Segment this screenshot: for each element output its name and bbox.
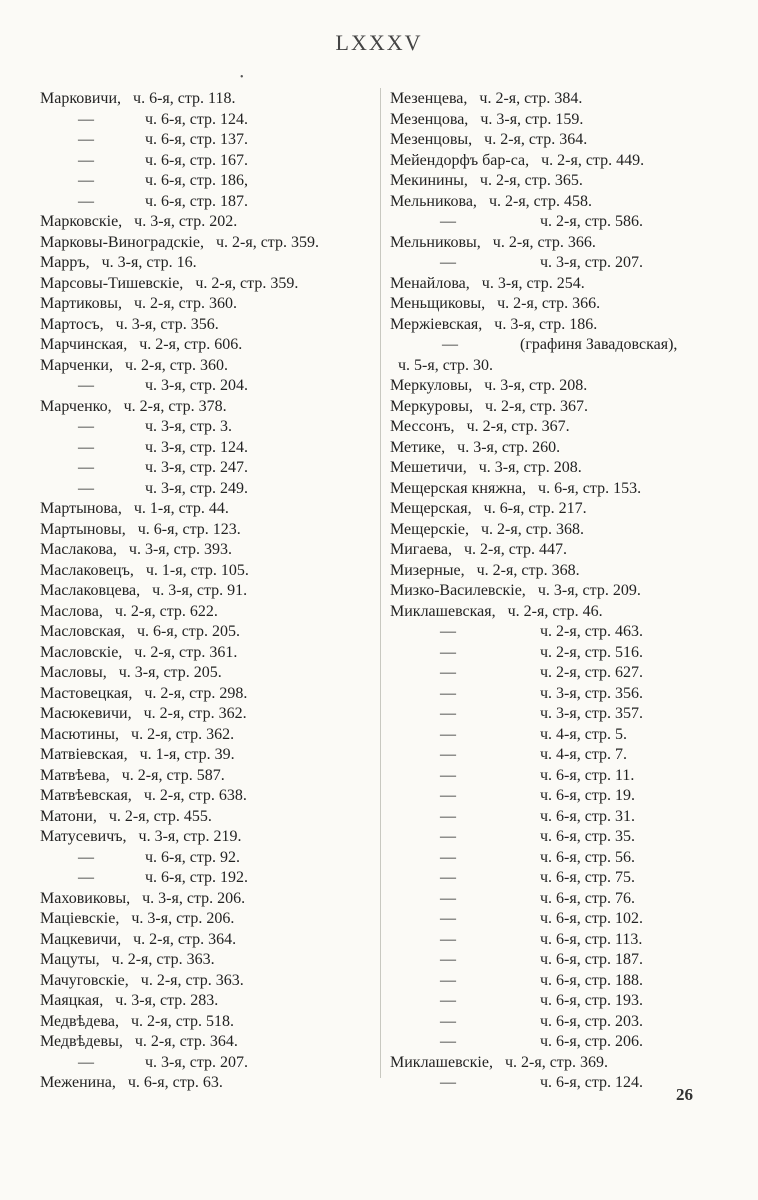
index-entry bbox=[390, 335, 740, 356]
entry-name: Мержіевская, bbox=[390, 315, 483, 333]
entry-reference: ч. 3-я, стр. 208. bbox=[484, 377, 588, 394]
entry-reference: ч. 2-я, стр. 364. bbox=[134, 1033, 238, 1050]
entry-reference: ч. 2-я, стр. 369. bbox=[504, 1053, 608, 1071]
entry-reference: ч. 2-я, стр. 361. bbox=[134, 643, 238, 661]
entry-name: Мигаева, bbox=[390, 541, 452, 558]
entry-name: Меньщиковы, bbox=[390, 295, 486, 312]
entry-name: Медвѣдевы, bbox=[40, 1033, 123, 1050]
entry-reference: ч. 2-я, стр. 384. bbox=[479, 90, 583, 107]
repeat-dash: — bbox=[78, 848, 94, 866]
entry-reference: ч. 2-я, стр. 298. bbox=[144, 684, 248, 702]
entry-name: Марченки, bbox=[40, 356, 113, 374]
entry-reference: ч. 2-я, стр. 363. bbox=[111, 951, 215, 968]
index-entry bbox=[40, 684, 380, 705]
index-entry bbox=[40, 807, 380, 828]
index-entry bbox=[40, 786, 380, 807]
repeat-dash: — bbox=[78, 479, 94, 497]
index-entry bbox=[390, 1032, 740, 1053]
repeat-dash: — bbox=[440, 951, 456, 968]
index-entry bbox=[390, 827, 740, 848]
entry-name: Мизерные, bbox=[390, 561, 465, 579]
index-entry bbox=[40, 581, 380, 602]
entry-name: Маслаковцева, bbox=[40, 582, 141, 599]
index-entry bbox=[40, 950, 380, 971]
entry-reference: ч. 3-я, стр. 356. bbox=[540, 684, 644, 702]
entry-reference: ч. 6-я, стр. 206. bbox=[540, 1033, 644, 1050]
index-entry bbox=[390, 745, 740, 766]
entry-name: Мельникова, bbox=[390, 192, 477, 210]
entry-reference: ч. 2-я, стр. 367. bbox=[466, 418, 570, 435]
repeat-dash: — bbox=[440, 725, 456, 743]
entry-reference: ч. 1-я, стр. 39. bbox=[139, 746, 235, 763]
entry-reference: ч. 6-я, стр. 11. bbox=[540, 766, 635, 784]
index-entry bbox=[40, 335, 380, 356]
repeat-dash: — bbox=[440, 1033, 456, 1050]
page-number: 26 bbox=[676, 1085, 693, 1104]
entry-name: Мачуговскіе, bbox=[40, 971, 129, 989]
entry-reference: ч. 1-я, стр. 44. bbox=[133, 500, 229, 517]
left-column bbox=[40, 89, 380, 1094]
entry-reference: ч. 3-я, стр. 393. bbox=[128, 541, 232, 558]
entry-reference: ч. 2-я, стр. 458. bbox=[488, 192, 592, 210]
entry-reference: ч. 2-я, стр. 366. bbox=[492, 233, 596, 251]
entry-reference: ч. 6-я, стр. 118. bbox=[133, 90, 236, 107]
index-entry bbox=[390, 130, 740, 151]
index-entry bbox=[390, 1012, 740, 1033]
repeat-dash: — bbox=[440, 807, 456, 825]
repeat-dash: — bbox=[440, 1074, 456, 1091]
entry-reference: ч. 6-я, стр. 123. bbox=[137, 520, 241, 538]
index-entry bbox=[40, 868, 380, 889]
index-entry bbox=[390, 889, 740, 910]
right-column bbox=[390, 89, 740, 1094]
entry-reference: ч. 3-я, стр. 254. bbox=[481, 274, 585, 292]
index-entry bbox=[390, 274, 740, 295]
repeat-dash: — bbox=[78, 131, 94, 148]
repeat-dash: — bbox=[440, 971, 456, 989]
entry-name: Медвѣдева, bbox=[40, 1012, 119, 1030]
repeat-dash: — bbox=[78, 459, 94, 476]
repeat-dash: — bbox=[440, 787, 456, 804]
entry-reference: ч. 2-я, стр. 365. bbox=[479, 172, 583, 189]
index-entry bbox=[40, 89, 380, 110]
index-entry bbox=[40, 294, 380, 315]
repeat-dash: — bbox=[440, 1012, 456, 1030]
entry-name: Маховиковы, bbox=[40, 889, 131, 907]
entry-name: Маслаковецъ, bbox=[40, 561, 134, 579]
repeat-dash: — bbox=[440, 889, 456, 907]
repeat-dash: — bbox=[440, 623, 456, 640]
entry-reference: ч. 2-я, стр. 518. bbox=[130, 1012, 235, 1030]
entry-reference: ч. 2-я, стр. 587. bbox=[121, 766, 225, 784]
entry-name: Мартиковы, bbox=[40, 295, 122, 312]
entry-name: Менайлова, bbox=[390, 274, 470, 292]
index-entry bbox=[390, 89, 740, 110]
index-entry bbox=[40, 602, 380, 623]
index-entry bbox=[390, 991, 740, 1012]
entry-name: Мессонъ, bbox=[390, 418, 455, 435]
entry-name: Масловскіе, bbox=[40, 643, 123, 661]
column-divider bbox=[380, 88, 381, 1078]
entry-reference: ч. 2-я, стр. 362. bbox=[131, 725, 235, 743]
entry-name: Марковскіе, bbox=[40, 213, 123, 230]
entry-reference: ч. 3-я, стр. 124. bbox=[145, 438, 249, 456]
index-entry bbox=[40, 643, 380, 664]
index-entry bbox=[390, 520, 740, 541]
entry-name: Маціевскіе, bbox=[40, 910, 120, 927]
index-entry bbox=[390, 192, 740, 213]
entry-name: Матвіевская, bbox=[40, 746, 128, 763]
index-entry bbox=[390, 971, 740, 992]
entry-name: Мельниковы, bbox=[390, 233, 481, 251]
entry-name: Меженина, bbox=[40, 1074, 116, 1091]
entry-name: Мартыновы, bbox=[40, 520, 126, 538]
entry-name: Масютины, bbox=[40, 725, 120, 743]
entry-name: Марсовы-Тишевскіе, bbox=[40, 274, 184, 292]
ornament-dot: • bbox=[240, 72, 244, 83]
entry-name: Миклашевскіе, bbox=[390, 1053, 493, 1071]
entry-reference: ч. 3-я, стр. 91. bbox=[152, 582, 248, 599]
entry-name: Мастовецкая, bbox=[40, 684, 133, 702]
entry-name: Маслова, bbox=[40, 602, 103, 620]
entry-reference: ч. 6-я, стр. 153. bbox=[538, 479, 642, 497]
entry-name: Миклашевская, bbox=[390, 602, 496, 620]
entry-reference: ч. 3-я, стр. 247. bbox=[145, 459, 249, 476]
index-entry bbox=[390, 807, 740, 828]
entry-reference: ч. 2-я, стр. 364. bbox=[133, 930, 237, 948]
index-entry bbox=[390, 151, 740, 172]
page-header: LXXXV bbox=[335, 30, 423, 55]
index-entry bbox=[40, 725, 380, 746]
entry-reference: ч. 3-я, стр. 186. bbox=[494, 315, 598, 333]
entry-reference: ч. 6-я, стр. 35. bbox=[540, 828, 636, 845]
index-entry bbox=[390, 786, 740, 807]
index-entry bbox=[40, 971, 380, 992]
index-entry bbox=[390, 233, 740, 254]
repeat-dash: — bbox=[440, 910, 456, 927]
repeat-dash: — bbox=[440, 643, 456, 661]
entry-name: Марковичи, bbox=[40, 90, 122, 107]
entry-reference: ч. 2-я, стр. 362. bbox=[143, 705, 247, 722]
repeat-dash: — bbox=[440, 992, 456, 1009]
entry-name: Мартосъ, bbox=[40, 315, 104, 333]
repeat-dash: — bbox=[78, 869, 94, 886]
index-entry bbox=[40, 766, 380, 787]
index-entry bbox=[390, 848, 740, 869]
entry-reference: ч. 6-я, стр. 31. bbox=[540, 807, 636, 825]
entry-reference: ч. 2-я, стр. 368. bbox=[476, 561, 580, 579]
entry-reference: ч. 2-я, стр. 627. bbox=[540, 664, 644, 681]
entry-name: Масловы, bbox=[40, 664, 107, 681]
repeat-dash: — bbox=[440, 254, 456, 271]
index-entry bbox=[390, 725, 740, 746]
repeat-dash: — bbox=[78, 377, 94, 394]
entry-reference: ч. 6-я, стр. 217. bbox=[483, 500, 587, 517]
entry-reference: ч. 3-я, стр. 206. bbox=[131, 910, 235, 927]
entry-reference: ч. 3-я, стр. 209. bbox=[537, 582, 641, 599]
repeat-dash: — bbox=[78, 418, 94, 435]
entry-reference: ч. 3-я, стр. 207. bbox=[145, 1053, 249, 1071]
repeat-dash: — bbox=[78, 438, 94, 456]
entry-reference: ч. 3-я, стр. 357. bbox=[540, 705, 644, 722]
index-entry bbox=[390, 909, 740, 930]
repeat-dash: — bbox=[440, 848, 456, 866]
entry-reference: ч. 2-я, стр. 447. bbox=[464, 541, 568, 558]
index-entry bbox=[390, 479, 740, 500]
index-entry bbox=[390, 766, 740, 787]
index-entry bbox=[40, 274, 380, 295]
entry-reference: ч. 6-я, стр. 137. bbox=[145, 131, 249, 148]
index-entry bbox=[40, 930, 380, 951]
entry-reference: ч. 3-я, стр. 204. bbox=[145, 377, 249, 394]
entry-name: Масюкевичи, bbox=[40, 705, 132, 722]
index-entry bbox=[390, 561, 740, 582]
entry-name: Метике, bbox=[390, 438, 446, 456]
index-entry bbox=[390, 602, 740, 623]
entry-reference: ч. 5-я, стр. 30. bbox=[398, 356, 494, 374]
index-entry bbox=[40, 192, 380, 213]
index-entry bbox=[390, 171, 740, 192]
entry-reference: ч. 3-я, стр. 356. bbox=[115, 315, 219, 333]
index-entry bbox=[40, 458, 380, 479]
entry-name: Мещерскіе, bbox=[390, 520, 469, 538]
entry-reference: ч. 4-я, стр. 5. bbox=[540, 725, 628, 743]
entry-reference: ч. 6-я, стр. 186, bbox=[145, 172, 249, 189]
entry-name: Мацуты, bbox=[40, 951, 100, 968]
entry-reference: ч. 2-я, стр. 367. bbox=[484, 397, 588, 415]
index-entry bbox=[40, 1053, 380, 1074]
index-entry bbox=[40, 397, 380, 418]
repeat-dash: — bbox=[78, 110, 94, 128]
repeat-dash: — bbox=[440, 930, 456, 948]
entry-name: Маяцкая, bbox=[40, 992, 104, 1009]
entry-reference: ч. 6-я, стр. 187. bbox=[145, 192, 249, 210]
entry-reference: ч. 3-я, стр. 208. bbox=[478, 459, 582, 476]
index-entry bbox=[40, 499, 380, 520]
entry-reference: ч. 2-я, стр. 360. bbox=[124, 356, 229, 374]
entry-reference: ч. 3-я, стр. 249. bbox=[145, 479, 249, 497]
entry-name: Марковы-Виноградскіе, bbox=[40, 233, 204, 251]
entry-reference: ч. 6-я, стр. 102. bbox=[540, 910, 644, 927]
repeat-dash: — bbox=[440, 684, 456, 702]
entry-reference: ч. 2-я, стр. 359. bbox=[215, 233, 319, 251]
entry-name: Мейендорфъ бар-са, bbox=[390, 151, 530, 169]
index-entry bbox=[40, 110, 380, 131]
index-entry bbox=[40, 520, 380, 541]
entry-name: Матвѣевская, bbox=[40, 787, 132, 804]
entry-reference: ч. 6-я, стр. 193. bbox=[540, 992, 644, 1009]
entry-name: Матвѣева, bbox=[40, 766, 110, 784]
entry-name: Мещерская, bbox=[390, 500, 472, 517]
entry-name: Меркуловы, bbox=[390, 377, 473, 394]
entry-reference: ч. 6-я, стр. 203. bbox=[540, 1012, 644, 1030]
index-entry bbox=[40, 376, 380, 397]
repeat-dash: — bbox=[78, 1053, 94, 1071]
entry-name: Меркуровы, bbox=[390, 397, 473, 415]
index-entry bbox=[390, 438, 740, 459]
entry-reference: ч. 3-я, стр. 3. bbox=[145, 418, 233, 435]
entry-reference: ч. 2-я, стр. 364. bbox=[484, 131, 588, 148]
index-entry bbox=[40, 827, 380, 848]
entry-reference: ч. 2-я, стр. 622. bbox=[114, 602, 218, 620]
entry-reference: ч. 3-я, стр. 283. bbox=[115, 992, 219, 1009]
entry-name: Марченко, bbox=[40, 397, 112, 415]
entry-reference: ч. 2-я, стр. 586. bbox=[540, 213, 644, 230]
entry-reference: ч. 2-я, стр. 366. bbox=[497, 295, 601, 312]
entry-reference: ч. 2-я, стр. 378. bbox=[123, 397, 227, 415]
index-entry bbox=[390, 212, 740, 233]
index-entry bbox=[390, 930, 740, 951]
repeat-dash: — bbox=[440, 828, 456, 845]
entry-reference: ч. 6-я, стр. 124. bbox=[540, 1074, 644, 1091]
repeat-dash: — bbox=[78, 192, 94, 210]
index-entry bbox=[40, 663, 380, 684]
entry-reference: ч. 6-я, стр. 124. bbox=[145, 110, 249, 128]
index-entry bbox=[40, 704, 380, 725]
entry-name: Матони, bbox=[40, 807, 97, 825]
entry-reference: ч. 6-я, стр. 63. bbox=[127, 1074, 223, 1091]
entry-name: Мацкевичи, bbox=[40, 930, 122, 948]
entry-name: Матусевичъ, bbox=[40, 828, 127, 845]
entry-name: Мекинины, bbox=[390, 172, 468, 189]
repeat-dash: — bbox=[440, 705, 456, 722]
index-entry bbox=[390, 315, 740, 336]
entry-reference: ч. 6-я, стр. 19. bbox=[540, 787, 636, 804]
index-entry bbox=[390, 499, 740, 520]
entry-reference: ч. 2-я, стр. 360. bbox=[133, 295, 237, 312]
index-entry bbox=[390, 253, 740, 274]
entry-reference: ч. 3-я, стр. 202. bbox=[134, 213, 238, 230]
entry-name: Масловская, bbox=[40, 623, 125, 640]
entry-reference: ч. 3-я, стр. 260. bbox=[457, 438, 561, 456]
index-entry bbox=[40, 315, 380, 336]
index-entry bbox=[40, 889, 380, 910]
index-entry bbox=[40, 1032, 380, 1053]
entry-reference: ч. 3-я, стр. 206. bbox=[142, 889, 246, 907]
index-entry bbox=[40, 1073, 380, 1094]
entry-name: Мартынова, bbox=[40, 500, 122, 517]
index-entry bbox=[390, 868, 740, 889]
index-entry bbox=[390, 643, 740, 664]
index-entry bbox=[390, 376, 740, 397]
index-entry bbox=[40, 540, 380, 561]
index-entry bbox=[40, 151, 380, 172]
entry-reference: ч. 6-я, стр. 75. bbox=[540, 869, 636, 886]
entry-reference: ч. 6-я, стр. 167. bbox=[145, 151, 249, 169]
entry-reference: ч. 3-я, стр. 207. bbox=[540, 254, 644, 271]
entry-reference: ч. 6-я, стр. 92. bbox=[145, 848, 241, 866]
index-entry bbox=[40, 479, 380, 500]
index-entry bbox=[40, 909, 380, 930]
entry-reference: ч. 6-я, стр. 188. bbox=[540, 971, 644, 989]
repeat-dash: — bbox=[78, 172, 94, 189]
index-entry bbox=[40, 561, 380, 582]
entry-reference: ч. 4-я, стр. 7. bbox=[540, 746, 628, 763]
index-entry bbox=[390, 540, 740, 561]
entry-reference: ч. 3-я, стр. 205. bbox=[118, 664, 222, 681]
entry-name: Мезенцева, bbox=[390, 90, 468, 107]
entry-reference: ч. 2-я, стр. 463. bbox=[540, 623, 644, 640]
entry-name: Мешетичи, bbox=[390, 459, 467, 476]
entry-name: Мизко-Василевскіе, bbox=[390, 582, 526, 599]
entry-name: Марчинская, bbox=[40, 336, 128, 353]
entry-name: Мещерская княжна, bbox=[390, 479, 527, 497]
index-entry bbox=[390, 684, 740, 705]
repeat-dash: — bbox=[78, 151, 94, 169]
index-entry bbox=[40, 356, 380, 377]
index-entry bbox=[40, 848, 380, 869]
index-entry bbox=[40, 171, 380, 192]
index-entry bbox=[40, 233, 380, 254]
entry-reference: ч. 2-я, стр. 46. bbox=[507, 602, 603, 620]
entry-reference: ч. 1-я, стр. 105. bbox=[145, 561, 249, 579]
entry-reference: ч. 2-я, стр. 606. bbox=[139, 336, 243, 353]
index-entry bbox=[390, 356, 740, 377]
entry-reference: ч. 2-я, стр. 359. bbox=[195, 274, 299, 292]
index-entry bbox=[390, 397, 740, 418]
index-entry bbox=[390, 581, 740, 602]
repeat-dash: — bbox=[440, 213, 456, 230]
entry-reference: ч. 2-я, стр. 516. bbox=[540, 643, 644, 661]
index-entry bbox=[40, 130, 380, 151]
index-entry bbox=[40, 1012, 380, 1033]
entry-reference: ч. 3-я, стр. 219. bbox=[138, 828, 242, 845]
index-entry bbox=[390, 458, 740, 479]
index-entry bbox=[390, 704, 740, 725]
entry-reference: ч. 6-я, стр. 76. bbox=[540, 889, 636, 907]
entry-reference: ч. 2-я, стр. 363. bbox=[140, 971, 244, 989]
entry-name: Мезенцова, bbox=[390, 110, 469, 128]
repeat-dash: — bbox=[440, 746, 456, 763]
index-entry bbox=[390, 294, 740, 315]
index-entry bbox=[40, 622, 380, 643]
index-entry bbox=[40, 253, 380, 274]
repeat-dash: — bbox=[442, 336, 458, 353]
entry-reference: ч. 2-я, стр. 368. bbox=[480, 520, 584, 538]
entry-reference: ч. 2-я, стр. 449. bbox=[541, 151, 645, 169]
entry-reference: ч. 3-я, стр. 16. bbox=[101, 254, 197, 271]
index-entry bbox=[390, 663, 740, 684]
repeat-dash: — bbox=[440, 766, 456, 784]
index-entry bbox=[390, 417, 740, 438]
entry-reference: ч. 6-я, стр. 187. bbox=[540, 951, 644, 968]
index-entry bbox=[40, 745, 380, 766]
repeat-dash: — bbox=[440, 869, 456, 886]
index-entry bbox=[40, 991, 380, 1012]
entry-reference: ч. 3-я, стр. 159. bbox=[480, 110, 584, 128]
entry-reference: ч. 2-я, стр. 638. bbox=[143, 787, 247, 804]
entry-reference: ч. 2-я, стр. 455. bbox=[108, 807, 212, 825]
entry-reference: ч. 6-я, стр. 192. bbox=[145, 869, 249, 886]
index-entry bbox=[390, 950, 740, 971]
repeat-dash: — bbox=[440, 664, 456, 681]
entry-name: Мезенцовы, bbox=[390, 131, 473, 148]
entry-name: Маслакова, bbox=[40, 541, 117, 558]
index-entry bbox=[390, 622, 740, 643]
index-entry bbox=[40, 212, 380, 233]
entry-reference: ч. 6-я, стр. 113. bbox=[540, 930, 643, 948]
entry-reference: (графиня Завадовская), bbox=[520, 336, 678, 353]
index-entry bbox=[390, 110, 740, 131]
index-entry bbox=[40, 438, 380, 459]
entry-reference: ч. 6-я, стр. 56. bbox=[540, 848, 636, 866]
index-entry bbox=[40, 417, 380, 438]
index-entry bbox=[390, 1053, 740, 1074]
entry-reference: ч. 6-я, стр. 205. bbox=[136, 623, 240, 640]
entry-name: Марръ, bbox=[40, 254, 90, 271]
